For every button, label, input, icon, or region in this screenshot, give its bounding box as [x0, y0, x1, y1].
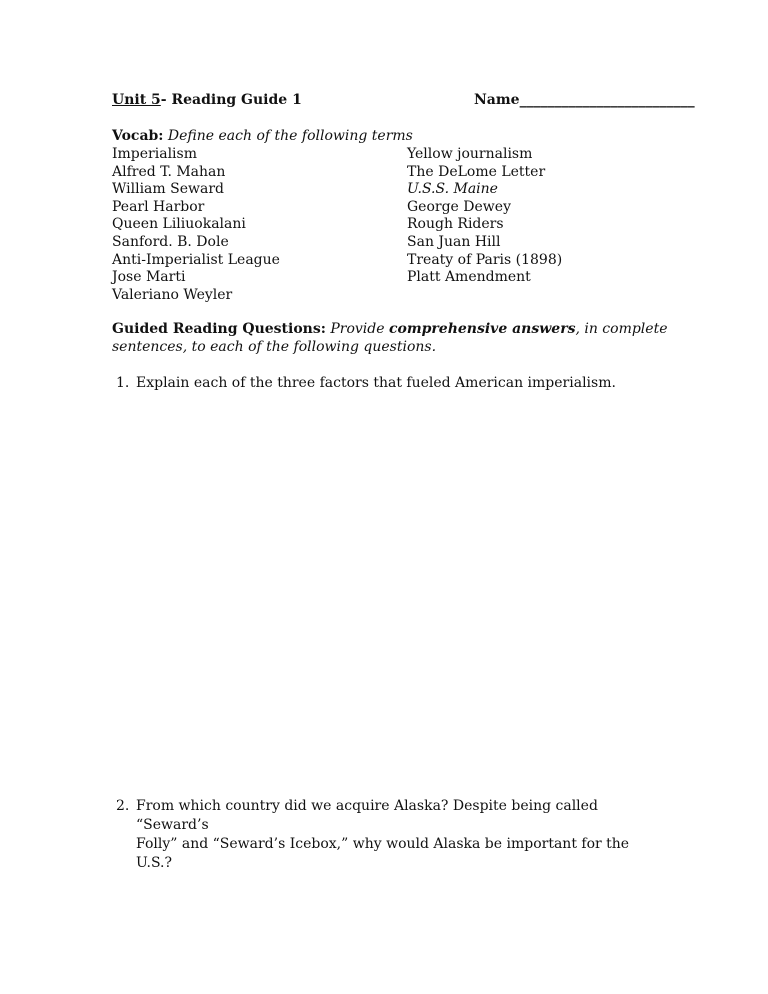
guided-heading	[112, 321, 667, 339]
guided-instr-c: , in complete	[575, 321, 668, 337]
question-number: 1.	[116, 375, 130, 391]
guided-instr-a: Provide	[330, 321, 389, 337]
vocab-left-column	[112, 146, 280, 304]
worksheet-title	[112, 92, 302, 110]
vocab-term: Valeriano Weyler	[112, 286, 233, 303]
vocab-term: The DeLome Letter	[407, 163, 546, 180]
vocab-term: Platt Amendment	[407, 269, 531, 286]
vocab-term: William Seward	[112, 181, 224, 198]
question-text: Explain each of the three factors that fueled American imperialism.	[136, 375, 616, 391]
vocab-term: Pearl Harbor	[112, 198, 205, 215]
question-number: 2.	[116, 798, 130, 814]
vocab-right-column	[407, 146, 562, 287]
guided-instr-emphasis: comprehensive answers	[388, 321, 576, 337]
vocab-term: U.S.S. Maine	[407, 181, 498, 198]
question-text-line2: Folly” and “Seward’s Icebox,” why would Alaska be important for the U.S.?	[136, 836, 630, 871]
question-1	[116, 374, 656, 393]
question-2	[116, 797, 656, 873]
vocab-term: Queen Liliuokalani	[112, 216, 246, 233]
name-label: Name	[474, 92, 520, 108]
vocab-term: Treaty of Paris (1898)	[407, 251, 563, 268]
vocab-term: Yellow journalism	[407, 146, 533, 162]
vocab-term: Jose Marti	[112, 269, 186, 286]
guided-label: Guided Reading Questions:	[112, 321, 326, 337]
guide-title: - Reading Guide 1	[160, 92, 302, 108]
vocab-term: Anti-Imperialist League	[112, 251, 280, 268]
vocab-heading	[112, 128, 413, 146]
name-field[interactable]	[474, 92, 695, 110]
vocab-label: Vocab:	[112, 128, 164, 144]
vocab-term: Alfred T. Mahan	[112, 163, 226, 180]
vocab-term: George Dewey	[407, 198, 511, 215]
vocab-term: San Juan Hill	[407, 233, 501, 250]
vocab-term: Rough Riders	[407, 216, 504, 233]
vocab-term: Imperialism	[112, 146, 197, 162]
unit-label: Unit 5	[112, 92, 161, 108]
guided-instruction-line2: sentences, to each of the following questions.	[112, 339, 437, 355]
question-text-line1: From which country did we acquire Alaska? Despite being called “Seward’s	[136, 798, 598, 833]
vocab-term: Sanford. B. Dole	[112, 233, 229, 250]
name-blank[interactable]: _________________________	[519, 92, 695, 108]
vocab-instruction: Define each of the following terms	[167, 128, 413, 144]
